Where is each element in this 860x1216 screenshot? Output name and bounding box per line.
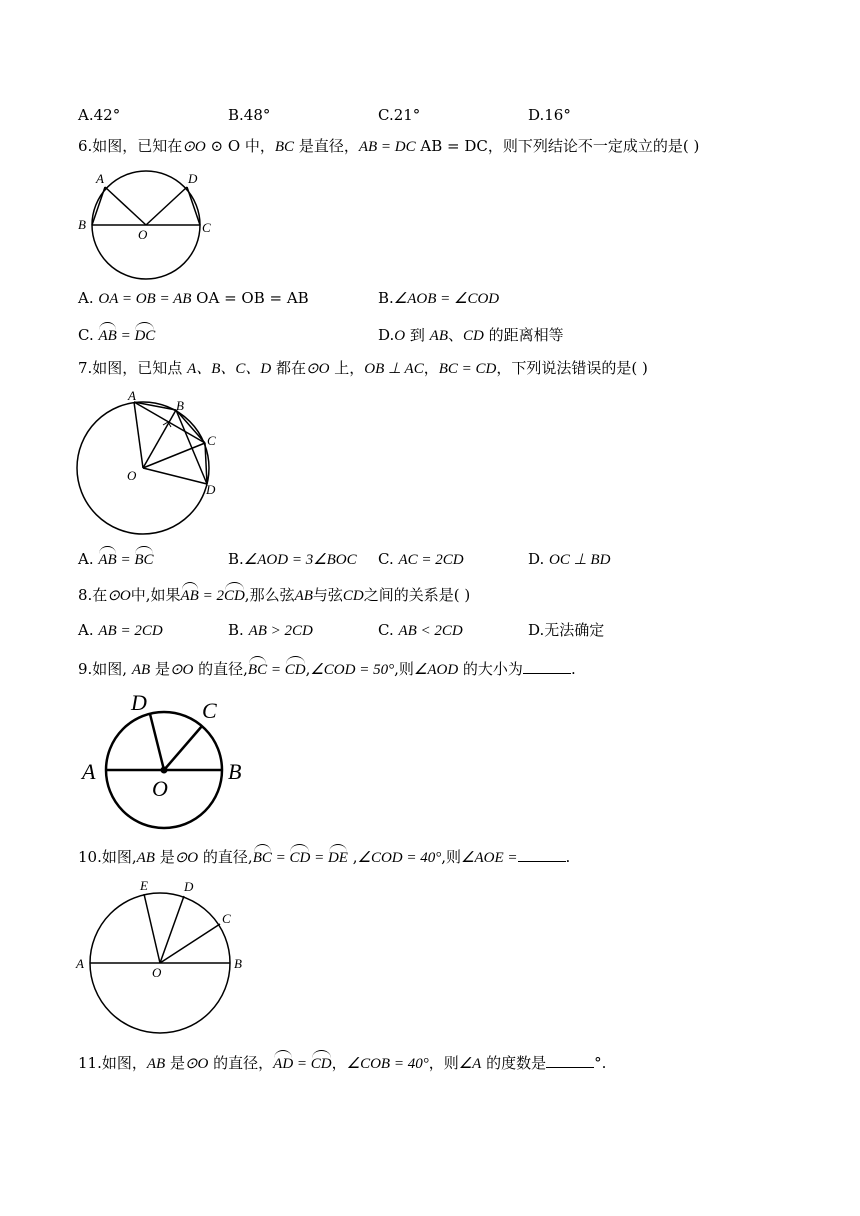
- q10-ab: AB: [136, 850, 155, 866]
- q11-arc-ad: AD: [273, 1056, 294, 1072]
- q6-segment-ao: [105, 187, 146, 225]
- q11-stem-text: 11.如图，: [78, 1054, 147, 1072]
- q7-option-b-prefix: B.: [228, 550, 244, 568]
- q6-option-b: [378, 288, 499, 309]
- q6-stem-text: 6.如图，已知在: [78, 137, 183, 155]
- q10-eq-2: =: [310, 850, 328, 866]
- q7-stem-text-5: ，下列说法错误的是( ): [496, 359, 648, 377]
- q11-stem-text-3: 的直径，: [208, 1054, 274, 1072]
- q7-segment-bd: [176, 410, 207, 484]
- q10-angle: ∠COD = 40°: [357, 850, 442, 866]
- q6-option-d: [378, 325, 564, 346]
- q9-circle-symbol: ⊙O: [169, 662, 194, 678]
- q8-option-c-math: AB < 2CD: [398, 623, 463, 639]
- q9-stem: [78, 659, 576, 680]
- q10-segment-oe: [144, 894, 160, 963]
- q7-option-a-prefix: A.: [78, 550, 99, 568]
- q7-segment-ob: [143, 410, 176, 468]
- q9-ab: AB: [131, 662, 151, 678]
- q10-stem-text: 10.如图,: [78, 848, 137, 866]
- q6-figure: [72, 163, 222, 283]
- q8-option-c: [378, 620, 463, 641]
- q9-stem-text-6: 的大小为: [458, 660, 523, 678]
- q10-segment-od: [160, 896, 184, 963]
- q6-option-c-arc-dc: DC: [134, 328, 156, 344]
- q6-segment-dc: [187, 187, 200, 225]
- q7-label-c: C: [207, 433, 216, 448]
- q8-stem-text: 8.在: [78, 586, 108, 604]
- q9-label-b: B: [228, 759, 242, 784]
- q6-option-c: [78, 325, 155, 346]
- q7-segment-bc: [176, 410, 205, 443]
- q8-stem-text-4: 与弦: [312, 586, 343, 604]
- q11-arc-cd: CD: [310, 1056, 332, 1072]
- q10-segment-oc: [160, 924, 220, 963]
- q10-eq-1: =: [271, 850, 290, 866]
- q6-segment-do: [146, 187, 187, 225]
- q7-option-c: [378, 549, 464, 570]
- q8-option-a: [78, 620, 163, 641]
- q10-answer-blank[interactable]: [518, 847, 566, 862]
- q6-option-b-prefix: B.: [378, 289, 394, 307]
- q10-arc-cd: CD: [289, 850, 311, 866]
- q6-option-d-ab: AB: [429, 328, 448, 344]
- q11-stem-text-4: ，: [331, 1054, 347, 1072]
- q10-arc-bc: BC: [252, 850, 272, 866]
- q11-stem: [78, 1053, 606, 1074]
- q6-option-d-text-3: 的距离相等: [483, 326, 564, 344]
- q6-label-a: A: [96, 171, 104, 186]
- q6-option-d-text-1: 到: [405, 326, 430, 344]
- q6-label-d: D: [188, 171, 198, 186]
- q7-option-d-prefix: D.: [528, 550, 550, 568]
- q9-figure: [78, 690, 258, 835]
- q8-option-a-prefix: A.: [78, 621, 99, 639]
- q7-label-d: D: [206, 482, 216, 497]
- q7-stem-text-2: 都在: [271, 359, 307, 377]
- q6-option-c-prefix: C.: [78, 326, 99, 344]
- q8-stem: [78, 585, 470, 606]
- q10-stem-text-2: 是: [154, 848, 175, 866]
- q7-option-a-eq: =: [116, 552, 135, 568]
- q7-option-c-math: AC = 2CD: [398, 552, 464, 568]
- q5-option-c: C.21°: [378, 106, 421, 124]
- q8-circle-symbol: ⊙O: [107, 588, 131, 604]
- q7-option-d: [528, 549, 610, 570]
- q6-stem: [78, 136, 699, 157]
- q7-stem: [78, 358, 648, 379]
- q9-target-angle: ∠AOD: [413, 662, 459, 678]
- q8-option-b-prefix: B.: [228, 621, 249, 639]
- q7-option-b-math: ∠AOD = 3∠BOC: [243, 552, 357, 568]
- q8-arc-cd: CD: [223, 588, 245, 604]
- q7-option-a: [78, 549, 154, 570]
- q7-circle-symbol: ⊙O: [306, 361, 330, 377]
- q7-stem-text-4: ，: [423, 359, 439, 377]
- q10-label-o: O: [152, 965, 162, 980]
- q7-label-b: B: [176, 398, 184, 413]
- q10-stem: [78, 847, 570, 868]
- q7-perpendicular: OB ⊥ AC: [364, 361, 424, 377]
- q11-ab: AB: [146, 1056, 166, 1072]
- q7-option-a-arc-ab: AB: [98, 552, 117, 568]
- q9-segment-oc: [164, 726, 202, 770]
- q7-option-b: [228, 549, 357, 570]
- q9-angle: ∠COD = 50°: [310, 662, 395, 678]
- q6-option-d-o: O: [394, 328, 406, 344]
- q6-stem-dup: ⊙ O 中，: [205, 137, 275, 155]
- q6-circle-symbol: ⊙O: [182, 139, 206, 155]
- q9-arc-bc: BC: [247, 662, 268, 678]
- q6-option-a-math: OA = OB = AB: [98, 291, 192, 307]
- q7-label-a: A: [128, 388, 136, 403]
- q10-label-d: D: [184, 879, 194, 894]
- q6-option-a: [78, 288, 309, 309]
- q6-bc: BC: [274, 139, 295, 155]
- q8-eq: = 2: [198, 588, 224, 604]
- q8-stem-text-5: 之间的关系是( ): [363, 586, 471, 604]
- q6-segment-ab: [92, 187, 105, 225]
- q6-option-a-prefix: A.: [78, 289, 99, 307]
- q10-target-angle: ∠AOE =: [461, 850, 518, 866]
- q5-option-d: D.16°: [528, 106, 571, 124]
- q5-option-b: B.48°: [228, 106, 271, 124]
- q6-equation-dup: AB = DC，: [415, 137, 503, 155]
- q6-label-c: C: [202, 220, 211, 235]
- q8-stem-text-3: ,那么弦: [244, 586, 295, 604]
- q7-label-o: O: [127, 468, 137, 483]
- q10-arc-de: DE: [327, 850, 348, 866]
- q9-eq: =: [267, 662, 285, 678]
- q9-arc-cd: CD: [284, 662, 306, 678]
- q8-chord-ab: AB: [294, 588, 313, 604]
- q9-label-d: D: [131, 690, 147, 715]
- q6-equation: AB = DC: [358, 139, 416, 155]
- q8-stem-text-2: 中,如果: [130, 586, 181, 604]
- q10-label-a: A: [76, 956, 84, 971]
- q7-option-a-arc-bc: BC: [134, 552, 154, 568]
- q11-angle: ∠COB = 40°: [346, 1056, 429, 1072]
- q9-stem-end: .: [570, 660, 576, 678]
- q9-center-dot: [161, 767, 168, 774]
- q7-option-c-prefix: C.: [378, 550, 399, 568]
- q10-label-b: B: [234, 956, 242, 971]
- q8-option-d: D.无法确定: [528, 621, 605, 639]
- q6-option-d-text-2: 、: [447, 326, 463, 344]
- q10-figure: [72, 876, 252, 1036]
- q8-chord-cd: CD: [342, 588, 364, 604]
- q7-stem-text-3: 上，: [329, 359, 365, 377]
- q11-stem-text-6: 的度数是: [481, 1054, 547, 1072]
- q10-label-c: C: [222, 911, 231, 926]
- q11-target-angle: ∠A: [458, 1056, 482, 1072]
- q9-stem-text-5: ,则: [394, 660, 414, 678]
- q6-option-b-math: ∠AOB = ∠COD: [393, 291, 500, 307]
- q7-stem-text: 7.如图，已知点: [78, 359, 188, 377]
- q9-segment-od: [150, 714, 164, 770]
- q10-label-e: E: [140, 878, 148, 893]
- q9-label-o: O: [152, 776, 168, 801]
- q7-segment-oa: [134, 402, 143, 468]
- q10-stem-end: .: [565, 848, 571, 866]
- q10-stem-text-4: ,: [347, 848, 358, 866]
- q11-answer-blank[interactable]: [546, 1053, 594, 1068]
- q9-label-a: A: [82, 759, 96, 784]
- q7-option-d-math: OC ⊥ BD: [549, 552, 611, 568]
- q7-figure: [72, 388, 232, 538]
- q8-option-a-math: AB = 2CD: [98, 623, 163, 639]
- q11-stem-text-2: 是: [165, 1054, 185, 1072]
- q11-eq: =: [293, 1056, 311, 1072]
- q8-option-b-math: AB > 2CD: [248, 623, 313, 639]
- q10-stem-text-5: ,则: [441, 848, 462, 866]
- q6-option-a-dup: OA = OB = AB: [191, 289, 309, 307]
- q6-label-o: O: [138, 227, 148, 242]
- q6-option-c-eq: =: [116, 328, 135, 344]
- q7-segment-od: [143, 468, 207, 484]
- q9-stem-text-3: 的直径,: [193, 660, 248, 678]
- q9-stem-text-2: 是: [150, 660, 170, 678]
- q6-stem-text-2: 是直径，: [294, 137, 359, 155]
- q11-circle-symbol: ⊙O: [184, 1056, 209, 1072]
- q8-option-b: [228, 620, 313, 641]
- q10-circle-symbol: ⊙O: [174, 850, 199, 866]
- q6-stem-text-3: 则下列结论不一定成立的是( ): [502, 137, 700, 155]
- q6-option-d-cd: CD: [463, 328, 484, 344]
- q5-option-a: A.42°: [78, 106, 121, 124]
- q9-stem-text-4: ,: [305, 660, 311, 678]
- q10-stem-text-3: 的直径,: [198, 848, 253, 866]
- q9-label-c: C: [202, 698, 217, 723]
- q6-option-d-prefix: D.: [378, 326, 395, 344]
- q6-option-c-arc-ab: AB: [98, 328, 117, 344]
- q7-points: A、B、C、D: [187, 361, 272, 377]
- q6-label-b: B: [78, 217, 86, 232]
- q11-stem-text-5: ，则: [428, 1054, 459, 1072]
- q11-stem-end: °.: [594, 1054, 607, 1072]
- q8-option-c-prefix: C.: [378, 621, 399, 639]
- q8-arc-ab: AB: [180, 588, 199, 604]
- q9-answer-blank[interactable]: [523, 659, 571, 674]
- q7-equation: BC = CD: [438, 361, 497, 377]
- q9-stem-text: 9.如图,: [78, 660, 132, 678]
